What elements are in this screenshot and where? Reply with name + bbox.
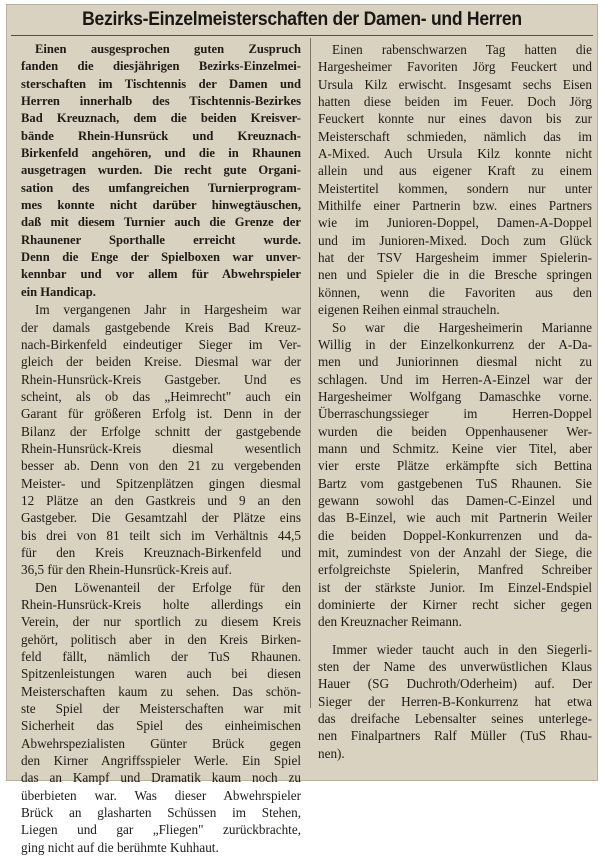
text-line: bände Rhein-Hunsrück und Kreuznach- — [21, 128, 301, 143]
text-line: Spitzenleistungen waren auch bei diesen — [21, 666, 301, 682]
text-line: Einen rabenschwarzen Tag hatten die — [332, 42, 592, 57]
text-line: hat der TSV Hargesheim immer Spielerin- — [318, 250, 592, 266]
paragraph-comparison — [21, 301, 301, 579]
text-line: für den Kreis Kreuznach-Birkenfeld und — [21, 544, 301, 560]
text-line: der damals gastgebende Kreis Bad Kreuz- — [21, 319, 301, 335]
text-line: gewann sowohl das Damen-C-Einzel und — [318, 492, 592, 508]
text-line: das dreifache Lebensalter seines unterlege- — [318, 711, 592, 727]
text-line: Überraschungssieger im Herren-Doppel — [318, 406, 592, 422]
text-line: nach-Birkenfeld eindeutiger Sieger im Ver- — [21, 336, 301, 352]
text-line: A-Mixed. Auch Ursula Kilz konnte nicht — [318, 146, 592, 162]
text-line: Abwehrspezialisten Günter Brück gegen — [21, 735, 301, 751]
text-line: Mithilfe einer Partnerin bzw. eines Partners — [318, 198, 592, 214]
text-line: Einen ausgesprochen guten Zuspruch — [35, 42, 301, 56]
text-line: Meisterschaften kaum zu sehen. Das schön- — [21, 683, 301, 699]
headline-rule — [11, 35, 593, 36]
text-line: die beiden Doppel-Konkurrenzen und da- — [318, 527, 592, 543]
text-line: den Kreuznacher Reimann. — [318, 614, 462, 630]
text-line: besser ab. Denn von den 21 zu vergebenden — [21, 458, 301, 474]
article-headline: Bezirks-Einzelmeisterschaften der Damen- und Herren — [82, 8, 522, 30]
text-line: sation des umfangreichen Turnierprogram- — [21, 180, 301, 195]
text-line: sten der Name des unverwüstlichen Klaus — [318, 659, 592, 675]
text-line: ein Handicap. — [21, 284, 96, 299]
text-line: Hargesheimer Wolfgang Damaschke vorne. — [318, 388, 592, 404]
text-line: Sieger der Herren-B-Konkurrenz hat etwa — [318, 693, 592, 709]
text-line: Birkenfeld angehören, und die in Rhaunen — [21, 146, 301, 161]
text-line: Bartz vom gastgebenen TuS Rhaunen. Sie — [318, 475, 592, 491]
text-line: kennbar und vor allem für Abwehrspieler — [21, 267, 301, 282]
text-line: wie im Junioren-Doppel, Damen-A-Doppel — [318, 215, 592, 231]
text-line: Herren innerhalb des Tischtennis-Bezirkes — [21, 94, 301, 109]
text-line: das B-Einzel, wie auch mit Partnerin Weiler — [318, 510, 592, 526]
text-line: Verein, der nur sportlich zu diesem Kreis — [21, 614, 301, 630]
text-line: den Kirner Angriffsspieler Werle. Ein Spiel — [21, 753, 301, 769]
text-line: men und Juniorinnen diesmal nicht zu — [318, 354, 592, 370]
text-line: wurden die beiden Oppenhausener Wer- — [318, 423, 592, 439]
text-line: Brück an glasharten Schüssen im Stehen, — [21, 805, 301, 821]
newspaper-clipping — [6, 4, 598, 855]
text-line: allein und aus eigener Kraft zu einem — [318, 163, 592, 179]
text-line: bis drei von 81 teilt sich im Verhältnis 44,5 — [21, 527, 301, 543]
text-line: Bad Kreuznach, dem die beiden Kreisver- — [21, 111, 301, 126]
text-line: Feuckert konnte nur eines davon bis zur — [318, 111, 592, 127]
paragraph-results — [318, 319, 592, 631]
text-line: fanden die diesjährigen Bezirks-Einzelmei- — [21, 59, 301, 74]
text-line: gehört, politisch aber in den Kreis Birken- — [21, 631, 301, 647]
text-line: Im vergangenen Jahr in Hargesheim war — [35, 302, 301, 318]
text-line: Bilanz der Erfolge schnitt der gastgebende — [21, 423, 301, 439]
text-line: feld fällt, nämlich der TuS Rhaunen. — [21, 649, 301, 665]
paragraph-hauer — [318, 641, 592, 762]
column-divider — [310, 38, 311, 708]
text-line: Rhein-Hunsrück-Kreis Gastgeber. Und es — [21, 371, 301, 387]
text-line: Denn die Enge der Spielboxen war unver- — [21, 250, 301, 265]
lead-paragraph — [21, 41, 301, 301]
text-line: Garant für größeren Erfolg ist. Denn in der — [21, 406, 301, 422]
text-line: ging nicht auf die berühmte Kuhhaut. — [21, 839, 219, 855]
text-line: Hauer (SG Duchroth/Oderheim) auf. Der — [318, 676, 592, 692]
text-line: nen). — [318, 745, 345, 761]
text-line: das an Kampf und Dramatik kaum noch zu — [21, 770, 301, 786]
text-line: daß mit diesem Turnier auch die Grenze der — [21, 215, 301, 230]
text-line: vier erste Plätze erkämpfte sich Bettina — [318, 458, 592, 474]
text-line: eigenen Reihen einmal straucheln. — [318, 302, 500, 318]
text-line: nen Finalpartners Ralf Müller (TuS Rhau- — [318, 728, 592, 744]
paragraph-favorites — [318, 41, 592, 319]
text-line: Immer wieder taucht auch in den Siegerli- — [332, 641, 592, 657]
text-line: sterschaften im Tischtennis der Damen und — [21, 76, 301, 91]
text-line: dominierte der Kirner recht sicher gegen — [318, 597, 592, 612]
paragraph-gap — [318, 631, 592, 641]
text-line: hatten diese beiden im Feuer. Doch Jörg — [318, 94, 592, 110]
text-line: Rhein-Hunsrück-Kreis holte allerdings ein — [21, 597, 301, 612]
left-column — [21, 41, 301, 856]
text-line: Rhein-Hunsrück-Kreis diesmal wesentlich — [21, 440, 301, 456]
text-line: können, wenn die Favoriten aus den — [318, 284, 592, 300]
text-line: 12 Plätze an den Gastkreis und 9 an den — [21, 492, 301, 508]
text-line: scheint, als ob das „Heimrecht" auch ein — [21, 388, 301, 404]
text-line: mit, zumindest von der Anzahl der Siege, die — [318, 544, 592, 560]
text-line: ste Spiel der Meisterschaften war mit — [21, 701, 301, 717]
paragraph-rhaunen — [21, 579, 301, 856]
right-column — [318, 41, 592, 762]
text-line: Willig in der Einzelkonkurrenz der A-Da- — [318, 336, 592, 352]
text-line: Sicherheit das Spiel des einheimischen — [21, 718, 301, 734]
text-line: Liegen und gar „Fliegen" zurückbrachte, — [21, 822, 301, 838]
text-line: Ursula Kilz erwischt. Insgesamt sechs Eisen — [318, 76, 592, 92]
text-line: schlagen. Und im Herren-A-Einzel war der — [318, 371, 592, 387]
text-line: Meisterschaft schmieden, nämlich das im — [318, 128, 592, 144]
text-line: nen und Spieler die in die Bresche springen — [318, 267, 592, 283]
text-line: Rhaunener Sporthalle erreicht wurde. — [21, 232, 301, 247]
text-line: Meister- und Spitzenplätzen gingen diesmal — [21, 475, 301, 491]
text-line: mes konnte nicht darüber hinwegtäuschen, — [21, 198, 301, 213]
text-line: Den Löwenanteil der Erfolge für den — [35, 579, 301, 595]
text-line: ist der stärkste Junior. Im Einzel-Endspiel — [318, 579, 592, 595]
text-line: erfolgreichste Spielerin, Manfred Schreiber — [318, 562, 592, 578]
text-line: Meistertitel kommen, sondern nur unter — [318, 180, 592, 196]
text-line: So war die Hargesheimerin Marianne — [332, 319, 592, 335]
text-line: 36,5 für den Rhein-Hunsrück-Kreis auf. — [21, 562, 232, 578]
text-line: Hargesheimer Favoriten Jörg Feuckert und — [318, 59, 592, 75]
text-line: und im Junioren-Mixed. Doch zum Glück — [318, 232, 592, 248]
text-line: gleich der beiden Kreise. Diesmal war der — [21, 354, 301, 370]
text-line: Gastgeber. Die Gesamtzahl der Plätze eins — [21, 510, 301, 526]
text-line: ausgetragen wurden. Die recht gute Organi- — [21, 163, 301, 178]
text-line: mann und Schmitz. Keine vier Titel, aber — [318, 440, 592, 456]
text-line: überbieten war. Was dieser Abwehrspieler — [21, 787, 301, 803]
